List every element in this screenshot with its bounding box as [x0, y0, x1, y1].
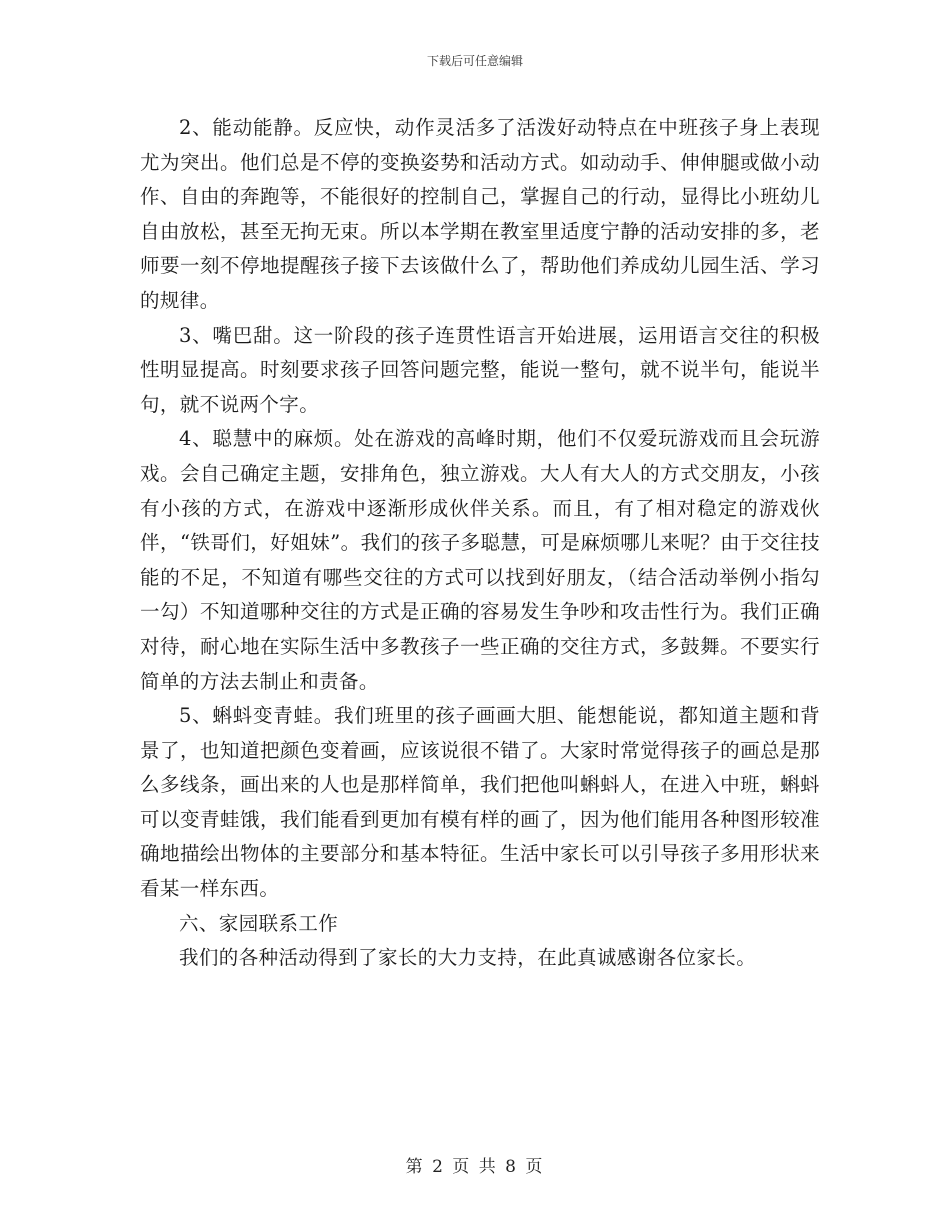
page-header: 下载后可任意编辑	[426, 54, 523, 68]
page-number-footer: 第 2 页 共 8 页	[405, 1157, 545, 1177]
paragraph-thanks-parents: 我们的各种活动得到了家长的大力支持，在此真诚感谢各位家长。	[179, 946, 757, 970]
paragraph-active-quiet: 2、能动能静。反应快，动作灵活多了活泼好动特点在中班孩子身上表现尤为突出。他们总是不停的变换姿势和活动方式。如动动手、伸伸腿或做小动作、自由的奔跑等，不能很好的控制自己，掌握自己的行动，显得比小班幼儿自由放松，甚至无拘无束。所以本学期在教室里适度宁静的活动安排的多，老师要一刻不停地提醒孩子接下去该做什么了，帮助他们养成幼儿园生活、学习的规律。	[140, 116, 820, 312]
section-heading-home-school: 六、家园联系工作	[179, 911, 339, 935]
paragraph-tadpole-frog: 5、蝌蚪变青蛙。我们班里的孩子画画大胆、能想能说，都知道主题和背景了，也知道把颜色变着画，应该说很不错了。大家时常觉得孩子的画总是那么多线条，画出来的人也是那样简单，我们把他叫蝌蚪人，在进入中班，蝌蚪可以变青蛙饿，我们能看到更加有模有样的画了，因为他们能用各种图形较准确地描绘出物体的主要部分和基本特征。生活中家长可以引导孩子多用形状来看某一样东西。	[140, 704, 820, 901]
paragraph-smart-troubles: 4、聪慧中的麻烦。处在游戏的高峰时期，他们不仅爱玩游戏而且会玩游戏。会自己确定主题，安排角色，独立游戏。大人有大人的方式交朋友，小孩有小孩的方式，在游戏中逐渐形成伙伴关系。而且，有了相对稳定的游戏伙伴，“铁哥们，好姐妹”。我们的孩子多聪慧，可是麻烦哪儿来呢？由于交往技能的不足，不知道有哪些交往的方式可以找到好朋友，（结合活动举例小指勾一勾）不知道哪种交往的方式是正确的容易发生争吵和攻击性行为。我们正确对待，耐心地在实际生活中多教孩子一些正确的交往方式，多鼓舞。不要实行简单的方法去制止和责备。	[140, 427, 820, 693]
paragraph-sweet-talk: 3、嘴巴甜。这一阶段的孩子连贯性语言开始进展，运用语言交往的积极性明显提高。时刻要求孩子回答问题完整，能说一整句，就不说半句，能说半句，就不说两个字。	[140, 323, 820, 416]
document-body	[140, 111, 820, 976]
